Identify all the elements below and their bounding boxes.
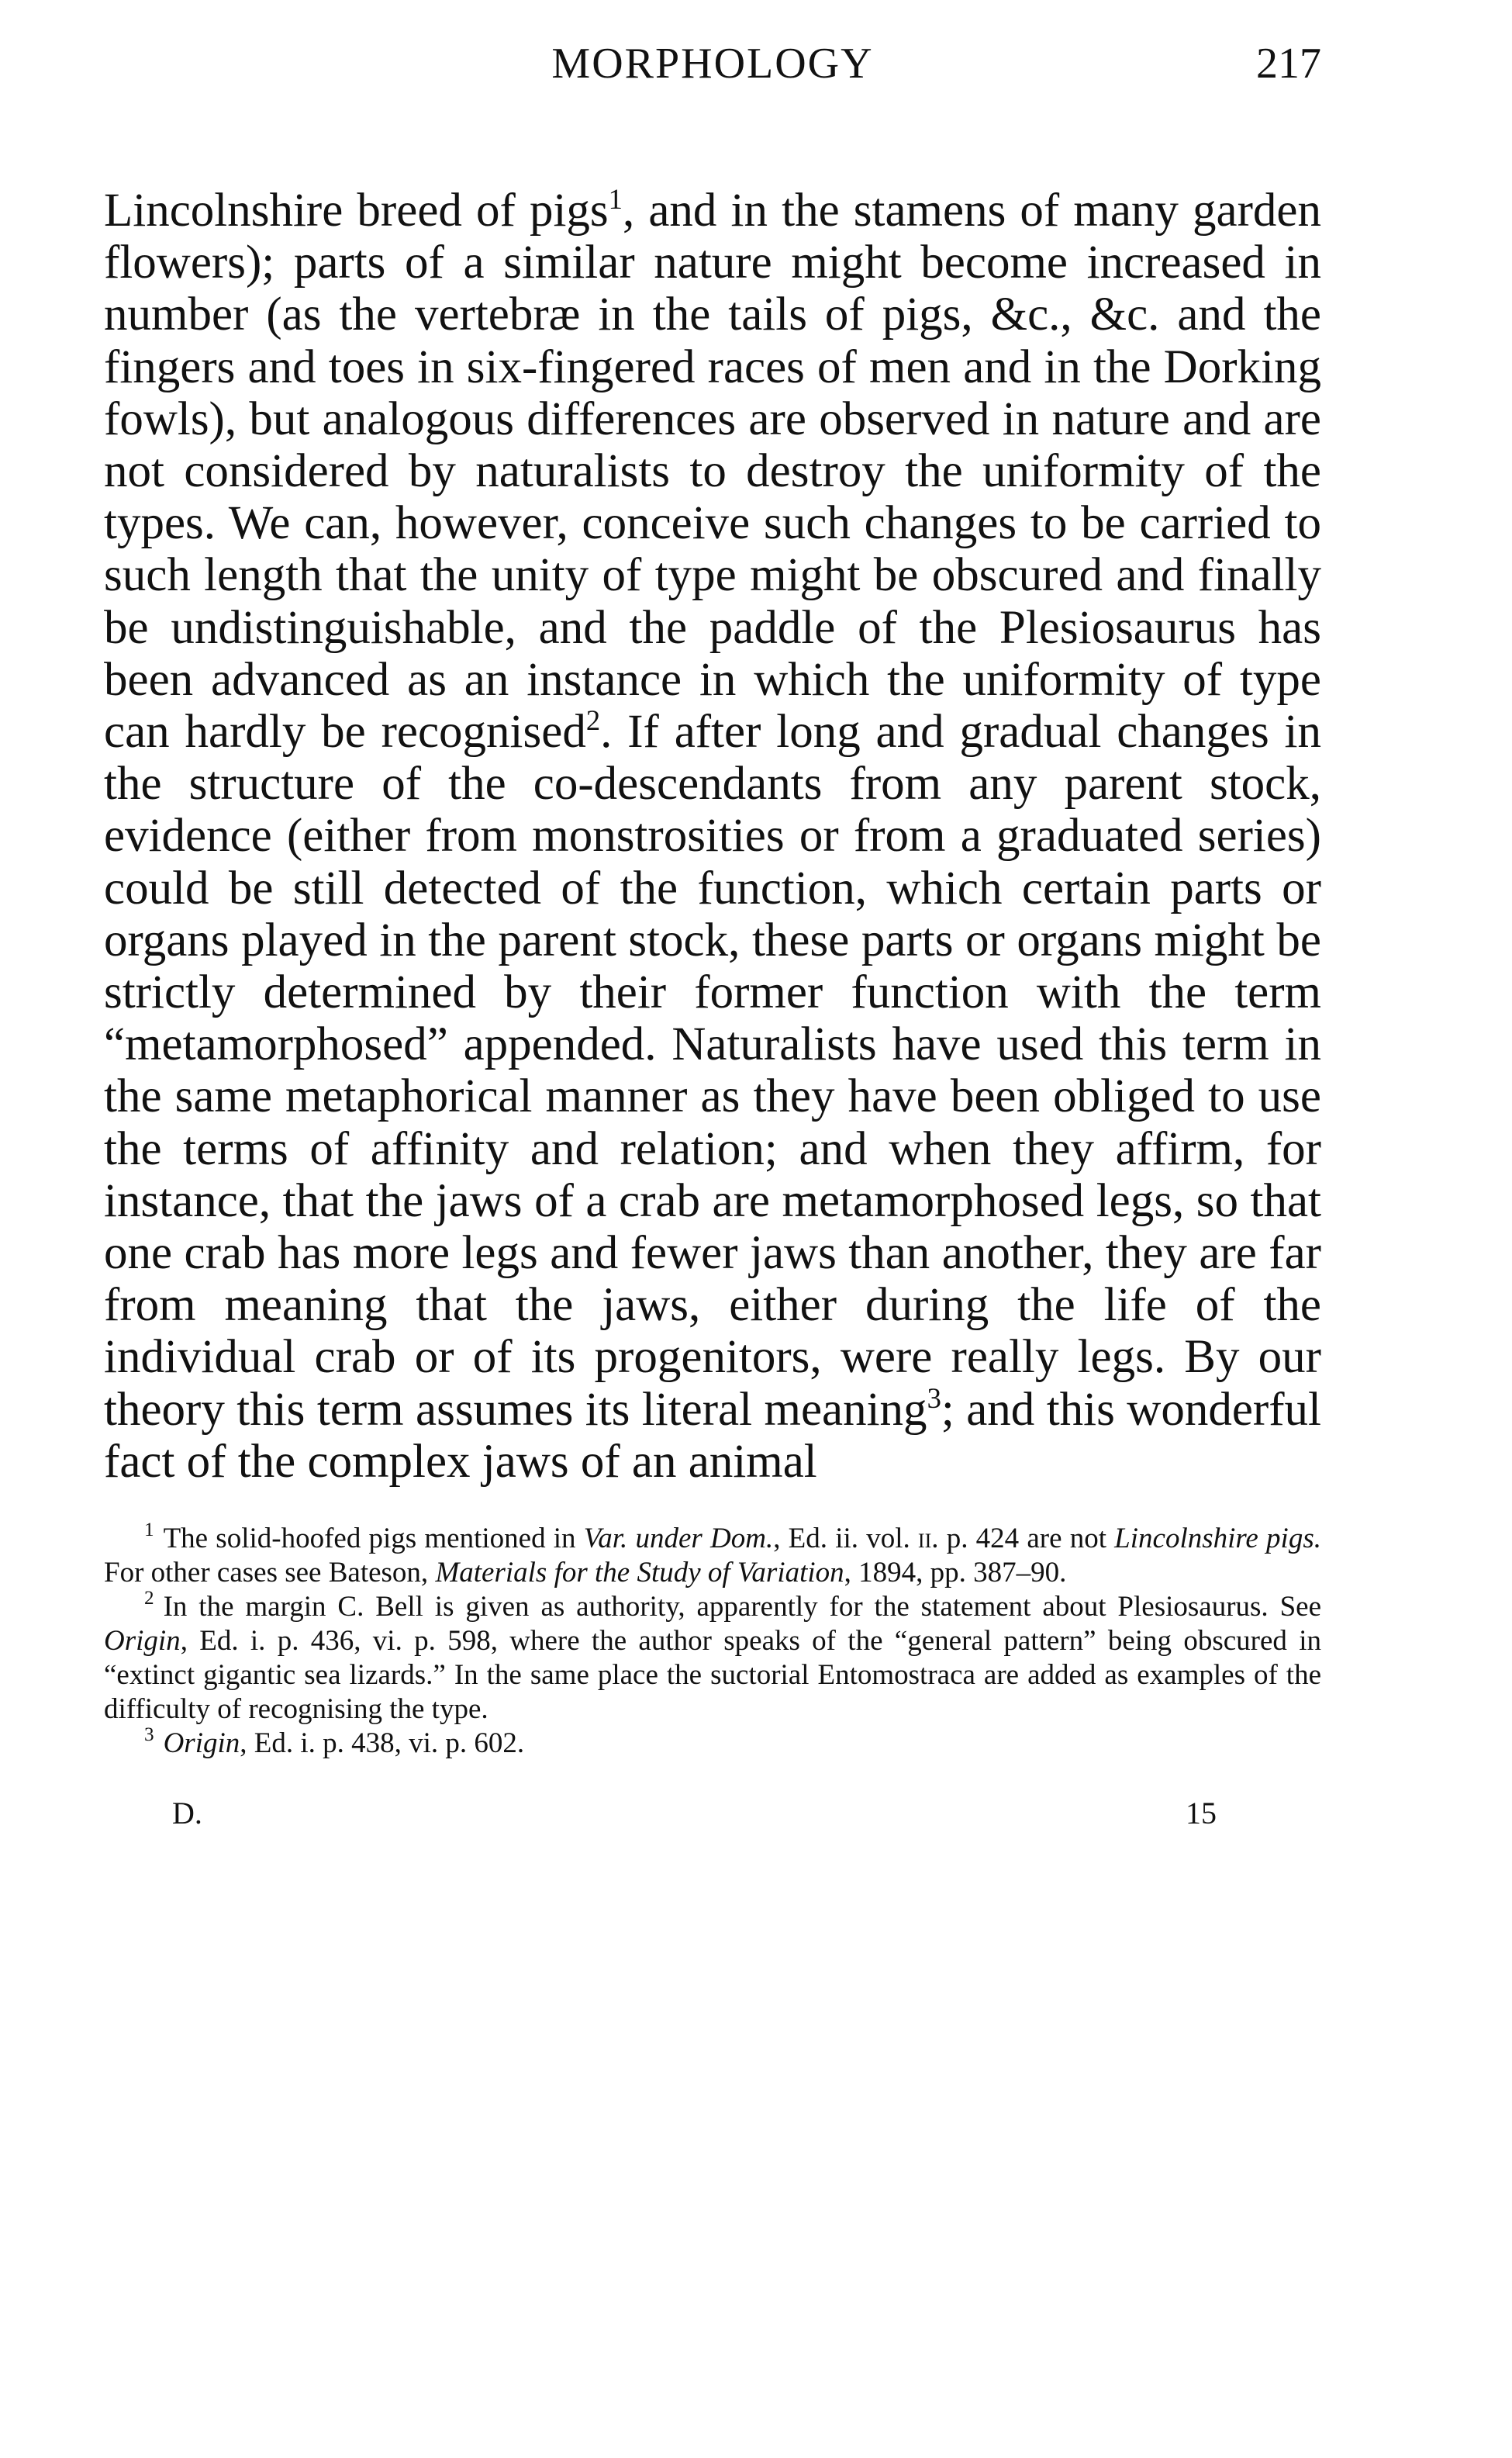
sheet-number: 15 [1186,1796,1217,1831]
body-text-segment: , and in the stamens of many garden flowers); parts of a similar nature might become increased in number (as the vertebræ in the tails of pigs, &c., &c. and the fingers and toes in six-fingered races of men and in the Dorking fowls), but analogous differences are observed in nature and are not considered by naturalists to destroy the uniformity of the types. We can, however, conceive such changes to be carried to such length that the unity of type might be obscured and finally be undistinguishable, and the paddle of the Plesiosaurus has been advanced as an instance in which the uniformity of type can hardly be recognised [104,185,1321,759]
footnote-text: , 1894, pp. 387–90. [844,1557,1067,1589]
page-footer [104,1795,1321,1841]
page-number: 217 [1256,40,1321,88]
footnote-3 [104,1723,1321,1761]
footnote-text: For other cases see Bateson, [104,1557,436,1589]
footnotes [104,1519,1321,1761]
footnote-italic: Lincolnshire pigs. [1114,1523,1321,1555]
footnote-italic: Origin [163,1727,240,1760]
footnote-text: , Ed. ii. vol. [773,1523,918,1555]
footnote-ref: 2 [585,704,601,737]
footnote-1 [104,1519,1321,1590]
footnote-ref: 3 [927,1381,941,1414]
footnote-marker: 2 [144,1587,154,1609]
footnote-italic: Origin [104,1625,181,1658]
footnote-text: The solid-hoofed pigs mentioned in [163,1523,584,1555]
body-paragraph [104,185,1321,1488]
footnote-text: p. 424 are not [938,1523,1115,1555]
body-text-segment: Lincolnshire breed of pigs [104,185,609,237]
body-text-segment: . If after long and gradual changes in the structure of the co-descendants from any parent stock, evidence (either from monstrosities or from a graduated series) could be still detected of the function, which certain parts or organs played in the parent stock, these parts or organs might be strictly determined by their former function with the term “metamorphosed” appended. Naturalists have used this term in the same metaphorical manner as they have been obliged to use the terms of affinity and relation; and when they affirm, for instance, that the jaws of a crab are metamorphosed legs, so that one crab has more legs and fewer jaws than another, they are far from meaning that the jaws, either during the life of the individual crab or of its progenitors, were really legs. By our theory this term assumes its literal meaning [104,706,1321,1436]
footnote-marker: 3 [144,1723,154,1745]
page-header [104,39,1321,101]
footnote-smallcaps: ii. [917,1523,939,1555]
signature-mark: D. [172,1796,202,1831]
footnote-2 [104,1587,1321,1727]
footnote-marker: 1 [144,1519,154,1540]
body-text-segment: ; and this wonderful fact of the complex jaws of an animal [104,1383,1321,1488]
main-text [104,185,1321,1488]
book-page [104,39,1321,1841]
footnote-text: , Ed. i. p. 436, vi. p. 598, where the author speaks of the “general pattern” being obscured in “extinct gigantic sea lizards.” In the same place the suctorial Entomostraca are added as examples of the difficulty of recognising the type. [104,1625,1321,1726]
footnote-italic: Var. under Dom. [583,1523,774,1555]
footnote-italic: Materials for the Study of Variation [435,1557,844,1589]
footnote-text: In the margin C. Bell is given as authority, apparently for the statement about Plesiosaurus. See [163,1591,1321,1623]
footnote-text: , Ed. i. p. 438, vi. p. 602. [240,1727,525,1760]
footnote-ref: 1 [608,183,623,216]
running-title: MORPHOLOGY [551,40,874,88]
